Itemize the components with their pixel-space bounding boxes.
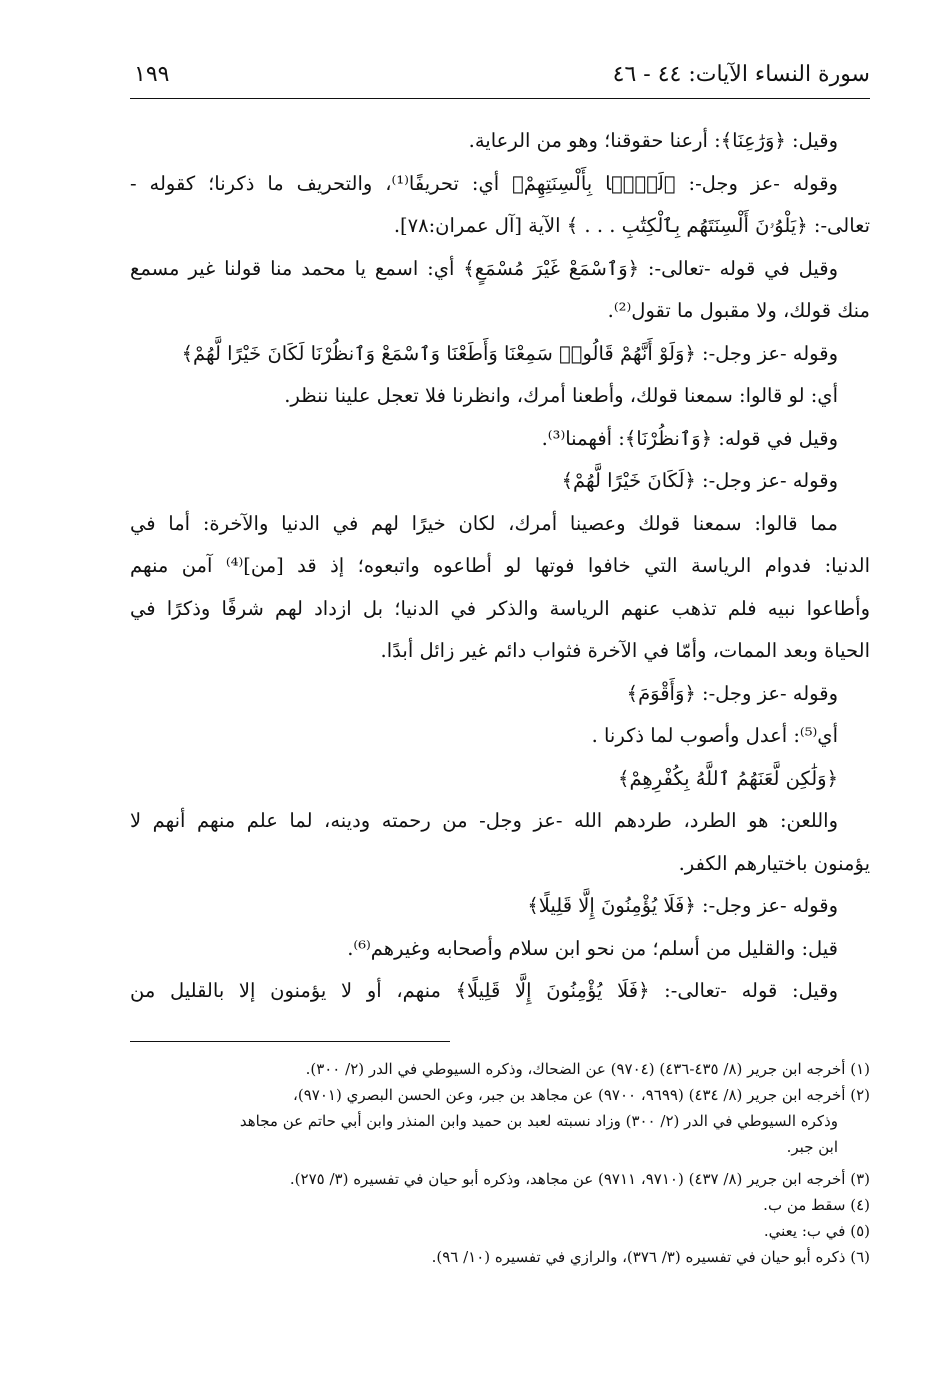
page-number: ١٩٩ xyxy=(134,62,170,87)
body-line: ﴿وَلَٰكِن لَّعَنَهُمُ ٱللَّهُ بِكُفْرِهِمْ﴾ xyxy=(618,766,838,790)
body-line: أي⁽⁵⁾: أعدل وأصوب لما ذكرنا . xyxy=(591,724,838,747)
footnote-line: (٥) في ب: يعني. xyxy=(763,1222,870,1240)
body-line: منك قولك، ولا مقبول ما تقول⁽²⁾. xyxy=(607,299,870,322)
body-line: وقيل: قوله -تعالى-: ﴿فَلَا يُؤْمِنُونَ إِلَّا قَلِيلًا﴾ منهم، أو لا يؤمنون إلا بالقليل من xyxy=(130,979,839,1002)
header-rule xyxy=(130,98,870,99)
running-header-title: سورة النساء الآيات: ٤٤ - ٤٦ xyxy=(612,62,870,87)
body-line: وقيل في قوله: ﴿وَٱنظُرْنَا﴾: أفهمنا⁽³⁾. xyxy=(541,426,838,450)
footnote-line: (٣) أخرجه ابن جرير (٨/ ٤٣٧) (٩٧١٠، ٩٧١١) عن مجاهد، وذكره أبو حيان في تفسيره (٣/ ٢٧٥). xyxy=(289,1170,870,1188)
body-line: وقوله -عز وجل-: ﴿وَلَوْ أَنَّهُمْ قَالُوا۟ سَمِعْنَا وَأَطَعْنَا وَٱسْمَعْ وَٱنظُرْنَا لَكَانَ خَيْرًا لَّهُمْ﴾ xyxy=(181,341,838,365)
body-line: وقوله -عز وجل-: ﴿وَأَقْوَمَ﴾ xyxy=(626,681,838,705)
body-line: قيل: والقليل من أسلم؛ من نحو ابن سلام وأصحابه وغيرهم⁽⁶⁾. xyxy=(347,936,838,960)
body-line: أي: لو قالوا: سمعنا قولك، وأطعنا أمرك، وانظرنا فلا تعجل علينا ننظر. xyxy=(284,384,838,407)
body-line: وقوله -عز وجل-: ﴿لَيَّۢا بِأَلْسِنَتِهِمْ﴾ أي: تحريفًا⁽¹⁾، والتحريف ما ذكرنا؛ كقوله - xyxy=(130,171,838,195)
footnote-line: ابن جبر. xyxy=(786,1138,838,1156)
body-line: مما قالوا: سمعنا قولك وعصينا أمرك، لكان خيرًا لهم في الدنيا والآخرة: أما في xyxy=(130,511,838,535)
body-line: الحياة وبعد الممات، وأمّا في الآخرة فثواب دائم غير زائل أبدًا. xyxy=(380,639,870,662)
body-text xyxy=(130,120,870,1013)
footnote-line: (١) أخرجه ابن جرير (٨/ ٤٣٥-٤٣٦) (٩٧٠٤) عن الضحاك، وذكره السيوطي في الدر (٢/ ٣٠٠). xyxy=(305,1060,870,1078)
body-line: وقيل في قوله -تعالى-: ﴿وَٱسْمَعْ غَيْرَ مُسْمَعٍ﴾ أي: اسمع يا محمد منا قولنا غير مسمع xyxy=(130,256,838,280)
body-line: واللعن: هو الطرد، طردهم الله -عز وجل- من رحمته ودينه، لما علم منهم أنهم لا xyxy=(130,809,838,832)
footnote-separator xyxy=(130,1041,450,1042)
body-line: وقوله -عز وجل-: ﴿لَكَانَ خَيْرًا لَّهُمْ﴾ xyxy=(561,469,838,492)
body-line: الدنيا: فدوام الرياسة التي خافوا فوتها لو أطاعوه واتبعوه؛ إذ قد [من]⁽⁴⁾ آمن منهم xyxy=(130,554,870,577)
body-line: وقيل: ﴿وَرَٰعِنَا﴾: أرعنا حقوقنا؛ وهو من الرعاية. xyxy=(468,129,838,152)
footnote-line: (٤) سقط من ب. xyxy=(763,1196,870,1214)
body-line: تعالى-: ﴿يَلْوُۥنَ أَلْسِنَتَهُم بِٱلْكِتَٰبِ . . . ﴾ الآية [آل عمران:٧٨]. xyxy=(393,214,870,237)
body-line: وأطاعوا نبيه فلم تذهب عنهم الرياسة والذكر في الدنيا؛ بل ازداد لهم شرفًا وذكرًا في xyxy=(130,596,870,620)
footnote-line: (٢) أخرجه ابن جرير (٨/ ٤٣٤) (٩٦٩٩، ٩٧٠٠) عن مجاهد بن جبر، وعن الحسن البصري (٩٧٠١)، xyxy=(293,1086,870,1104)
footnote-line: (٦) ذكره أبو حيان في تفسيره (٣/ ٣٧٦)، والرازي في تفسيره (١٠/ ٩٦). xyxy=(431,1248,870,1266)
footnote-line: وذكره السيوطي في الدر (٢/ ٣٠٠) وزاد نسبته لعبد بن حميد وابن المنذر وابن أبي حاتم عن مجاهد xyxy=(239,1112,838,1130)
body-line: وقوله -عز وجل-: ﴿فَلَا يُؤْمِنُونَ إِلَّا قَلِيلًا﴾ xyxy=(527,894,838,917)
footnotes xyxy=(130,1056,870,1270)
body-line: يؤمنون باختيارهم الكفر. xyxy=(678,851,870,875)
